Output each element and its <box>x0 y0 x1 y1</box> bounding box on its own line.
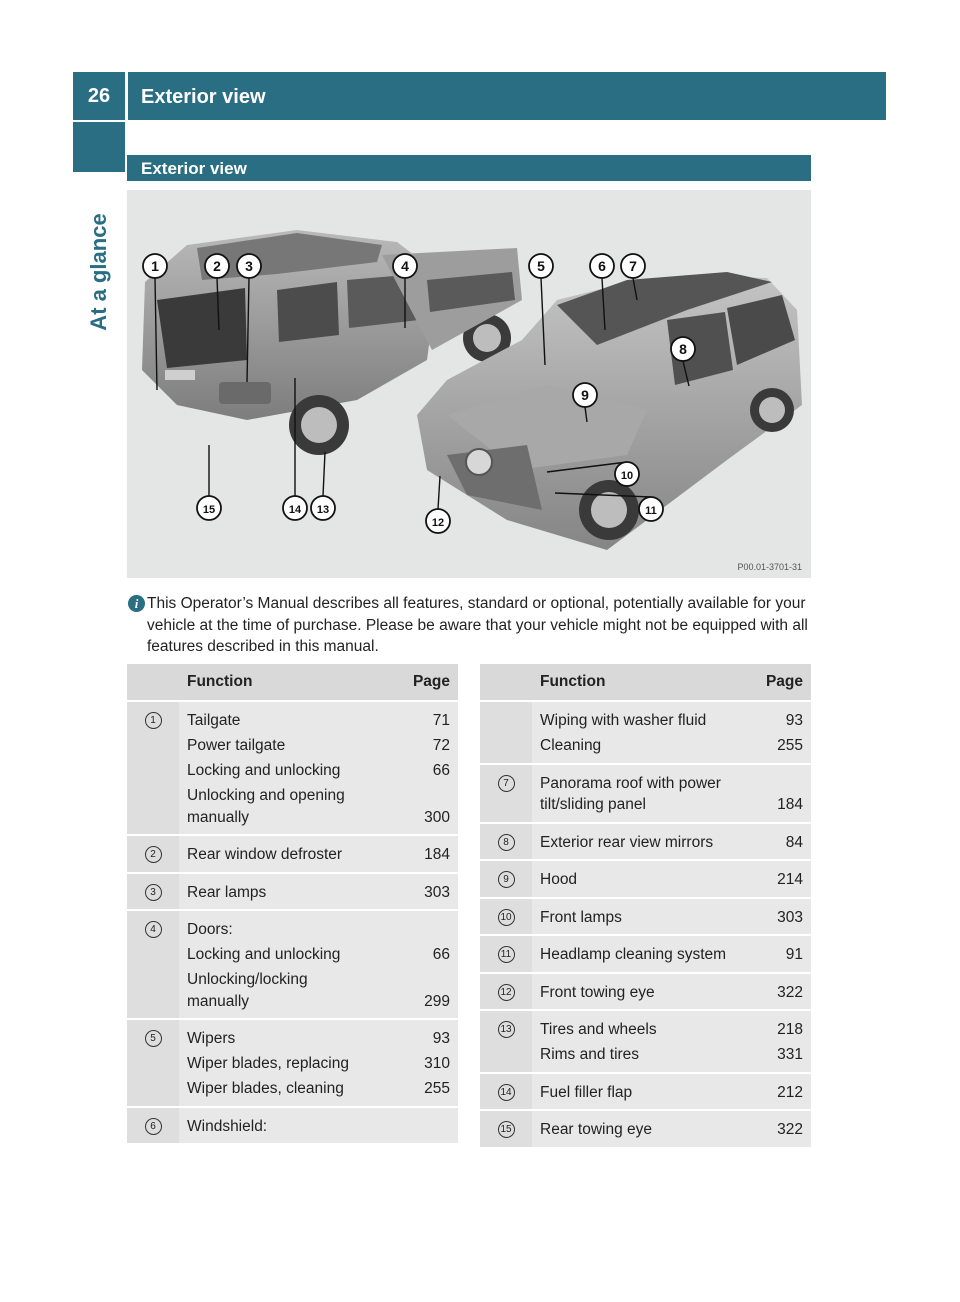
callout-number-icon: 11 <box>498 946 515 963</box>
svg-text:9: 9 <box>581 387 589 403</box>
callout-number-icon: 2 <box>145 846 162 863</box>
page-reference <box>392 785 450 807</box>
table-row <box>480 1110 811 1148</box>
callout-number-icon: 8 <box>498 834 515 851</box>
function-label: tilt/sliding panel <box>540 796 646 813</box>
callout-8 <box>671 337 695 361</box>
table-row <box>127 835 458 873</box>
function-cell <box>532 823 751 861</box>
page-header: Page <box>751 664 811 701</box>
page-reference: 255 <box>424 1080 450 1097</box>
callout-9 <box>573 383 597 407</box>
page-header: Page <box>392 664 458 701</box>
svg-text:8: 8 <box>679 341 687 357</box>
svg-text:15: 15 <box>202 504 216 516</box>
svg-text:6: 6 <box>598 258 606 274</box>
callout-5 <box>529 254 553 278</box>
table-row <box>127 701 458 835</box>
function-table-left <box>127 664 458 1145</box>
row-number <box>480 1110 532 1148</box>
number-header <box>480 664 532 701</box>
function-label: Rims and tires <box>540 1046 640 1063</box>
callout-number-icon: 12 <box>498 984 515 1001</box>
page-cell <box>751 1010 811 1073</box>
side-tab-marker <box>73 122 125 172</box>
function-cell <box>532 973 751 1011</box>
page-reference: 93 <box>432 1030 450 1047</box>
page-reference: 300 <box>424 808 450 826</box>
table-row <box>127 1019 458 1107</box>
table-row <box>480 935 811 973</box>
page-reference: 303 <box>424 883 450 901</box>
page-reference: 66 <box>432 762 450 779</box>
function-label: Panorama roof with power <box>540 774 721 792</box>
page-cell <box>392 1019 458 1107</box>
vehicle-illustration <box>127 190 811 578</box>
function-cell <box>532 1073 751 1111</box>
row-number <box>127 910 179 1019</box>
function-label: Doors: <box>187 921 233 938</box>
page-reference: 184 <box>777 796 803 813</box>
function-cell <box>179 701 392 835</box>
function-label: Rear window defroster <box>187 846 343 863</box>
row-number <box>480 973 532 1011</box>
function-cell <box>532 764 751 823</box>
function-cell <box>179 910 392 1019</box>
svg-text:3: 3 <box>245 258 253 274</box>
svg-text:2: 2 <box>213 258 221 274</box>
page-reference: 71 <box>432 712 450 729</box>
page-cell <box>751 935 811 973</box>
callout-2 <box>205 254 229 278</box>
function-label: Exterior rear view mirrors <box>540 833 714 851</box>
page-reference: 84 <box>785 833 803 851</box>
svg-text:5: 5 <box>537 258 545 274</box>
table-row <box>480 701 811 764</box>
callout-number-icon: 5 <box>145 1030 162 1047</box>
page-reference: 322 <box>777 983 803 1001</box>
callout-leader <box>438 476 440 509</box>
svg-text:10: 10 <box>620 470 634 482</box>
table-row <box>127 910 458 1019</box>
number-header <box>127 664 179 701</box>
function-header: Function <box>179 664 392 701</box>
page-cell <box>751 860 811 898</box>
svg-text:13: 13 <box>316 504 330 516</box>
page-reference: 66 <box>432 946 450 963</box>
function-cell <box>532 935 751 973</box>
row-number <box>480 823 532 861</box>
function-label: Front towing eye <box>540 983 655 1001</box>
function-cell <box>532 898 751 936</box>
table-row <box>127 1107 458 1145</box>
page-reference: 331 <box>777 1046 803 1063</box>
callout-number-icon: 15 <box>498 1121 515 1138</box>
table-row <box>480 860 811 898</box>
callout-15 <box>197 496 221 520</box>
function-cell <box>532 1010 751 1073</box>
callout-6 <box>590 254 614 278</box>
function-label: Fuel filler flap <box>540 1083 633 1101</box>
callout-12 <box>426 509 450 533</box>
page-reference <box>392 969 450 991</box>
callout-leader <box>323 452 325 496</box>
page-reference: 72 <box>432 737 450 754</box>
function-cell <box>179 835 392 873</box>
function-label: Rear lamps <box>187 883 267 901</box>
row-number <box>480 701 532 764</box>
callout-number-icon: 6 <box>145 1118 162 1135</box>
callout-1 <box>143 254 167 278</box>
page-cell <box>751 898 811 936</box>
table-row <box>480 1073 811 1111</box>
row-number <box>127 873 179 911</box>
page-reference: 310 <box>424 1055 450 1072</box>
callout-3 <box>237 254 261 278</box>
svg-text:7: 7 <box>629 258 637 274</box>
function-header: Function <box>532 664 751 701</box>
callout-number-icon: 1 <box>145 712 162 729</box>
page-reference: 255 <box>777 737 803 754</box>
figure-code: P00.01-3701-31 <box>737 562 802 572</box>
page-reference: 322 <box>777 1121 803 1138</box>
page-reference: 303 <box>777 908 803 926</box>
callout-14 <box>283 496 307 520</box>
row-number <box>480 1073 532 1111</box>
svg-text:4: 4 <box>401 258 409 274</box>
row-number <box>127 1019 179 1107</box>
function-label: Front lamps <box>540 908 622 926</box>
function-cell <box>532 860 751 898</box>
table-row <box>480 898 811 936</box>
svg-text:12: 12 <box>431 517 445 529</box>
function-label: Wiper blades, replacing <box>187 1055 349 1072</box>
callout-11 <box>639 497 663 521</box>
page-cell <box>751 1110 811 1148</box>
page-reference: 212 <box>777 1083 803 1101</box>
function-label: Power tailgate <box>187 737 286 754</box>
row-number <box>480 860 532 898</box>
callout-number-icon: 13 <box>498 1021 515 1038</box>
callout-number-icon: 9 <box>498 871 515 888</box>
page-reference <box>392 919 450 941</box>
row-number <box>480 935 532 973</box>
callout-10 <box>615 462 639 486</box>
function-cell <box>179 873 392 911</box>
function-label: Cleaning <box>540 737 602 754</box>
section-title: Exterior view <box>141 159 247 178</box>
page-reference: 91 <box>785 946 803 963</box>
page-cell <box>751 701 811 764</box>
callout-number-icon: 4 <box>145 921 162 938</box>
function-cell <box>532 1110 751 1148</box>
page-cell <box>751 764 811 823</box>
callout-number-icon: 10 <box>498 909 515 926</box>
function-label: Rear towing eye <box>540 1121 653 1138</box>
row-number <box>127 835 179 873</box>
info-icon: i <box>128 595 145 612</box>
function-cell <box>532 701 751 764</box>
page-reference: 299 <box>424 992 450 1010</box>
callout-13 <box>311 496 335 520</box>
row-number <box>127 1107 179 1145</box>
page-cell <box>392 910 458 1019</box>
function-label: manually <box>187 808 250 826</box>
function-label: Wipers <box>187 1030 236 1047</box>
info-note <box>128 593 812 658</box>
callout-number-icon: 7 <box>498 775 515 792</box>
function-cell <box>179 1019 392 1107</box>
header-divider <box>125 72 128 120</box>
side-tab-label: At a glance <box>86 213 111 331</box>
row-number <box>480 898 532 936</box>
page-reference: 184 <box>424 846 450 863</box>
function-table-right <box>480 664 811 1149</box>
table-row <box>480 1010 811 1073</box>
svg-text:11: 11 <box>645 505 657 517</box>
page-cell <box>392 701 458 835</box>
function-label: Headlamp cleaning system <box>540 946 727 963</box>
function-label: manually <box>187 992 250 1010</box>
page-cell <box>751 1073 811 1111</box>
page-cell <box>392 1107 458 1145</box>
function-label: Wiping with washer fluid <box>540 712 707 729</box>
page-reference: 214 <box>777 871 803 888</box>
page-cell <box>751 823 811 861</box>
header-title: Exterior view <box>141 86 266 108</box>
page-reference: 93 <box>785 712 803 729</box>
function-label: Tailgate <box>187 712 241 729</box>
page-cell <box>751 973 811 1011</box>
page-reference <box>392 1116 450 1138</box>
page-number: 26 <box>87 85 111 107</box>
page-reference <box>751 773 803 795</box>
info-note-text: This Operator’s Manual describes all features, standard or optional, potentially available for your vehicle at the time of purchase. Please be aware that your vehicle might not be equipped with all features described in this manual. <box>147 595 808 655</box>
page-cell <box>392 835 458 873</box>
function-label: Locking and unlocking <box>187 762 341 779</box>
function-label: Unlocking and opening <box>187 787 345 804</box>
row-number <box>480 1010 532 1073</box>
function-label: Windshield: <box>187 1117 268 1135</box>
function-label: Wiper blades, cleaning <box>187 1080 344 1097</box>
function-label: Tires and wheels <box>540 1021 657 1038</box>
table-row <box>480 973 811 1011</box>
callout-number-icon: 3 <box>145 884 162 901</box>
page-cell <box>392 873 458 911</box>
callout-7 <box>621 254 645 278</box>
function-label: Hood <box>540 871 578 888</box>
svg-text:1: 1 <box>151 258 159 274</box>
table-row <box>480 764 811 823</box>
svg-text:14: 14 <box>288 504 302 516</box>
function-label: Locking and unlocking <box>187 946 341 963</box>
function-label: Unlocking/locking <box>187 971 308 988</box>
row-number <box>480 764 532 823</box>
row-number <box>127 701 179 835</box>
callout-4 <box>393 254 417 278</box>
function-cell <box>179 1107 392 1145</box>
callout-number-icon: 14 <box>498 1084 515 1101</box>
table-row <box>127 873 458 911</box>
page-reference: 218 <box>777 1021 803 1038</box>
table-row <box>480 823 811 861</box>
